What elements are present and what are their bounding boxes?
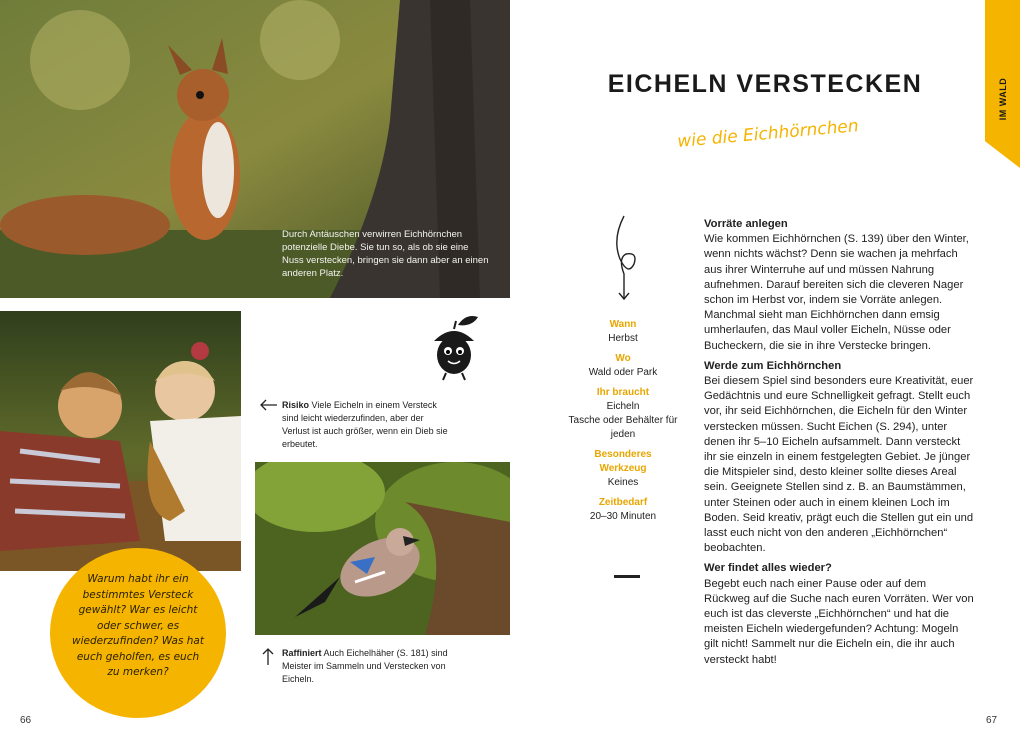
info-where-value: Wald oder Park <box>588 367 658 378</box>
section-text: Wie kommen Eichhörnchen (S. 139) über den Winter, wenn nichts wächst? Denn sie wachen ja mehrfach aus ihrer Winterruhe auf und müssen Nahrung aufnehmen. Darauf bereiten sich die cleveren Nager schon im Herbst vor, indem sie Vorräte anlegen. Manchmal sieht man Eichhörnchen dann emsig umherlaufen, das Maul voller Eicheln, Nüsse oder Bucheckern, die sie in ihre Verstecke bringen. <box>704 233 969 352</box>
jay-note-text: Auch Eichelhäher (S. 181) sind Meister im Sammeln und Verstecken von Eicheln. <box>282 648 448 684</box>
info-when-label: Wann <box>609 319 637 330</box>
children-photo <box>0 311 241 571</box>
page-number-right: 67 <box>986 715 998 726</box>
risk-note-text: Viele Eicheln in einem Versteck sind leicht wiederzufinden, aber der Verlust ist auch größer, wenn ein Dieb sie erbeutet. <box>282 400 448 449</box>
info-where-label: Wo <box>615 353 631 364</box>
section-heading: Vorräte anlegen <box>704 218 788 230</box>
jay-photo <box>255 462 510 635</box>
body-text <box>704 217 974 673</box>
info-time-label: Zeitbedarf <box>598 497 648 508</box>
squirrel-photo-caption: Durch Antäuschen verwirren Eichhörnchen potenzielle Diebe. Sie tun so, als ob sie eine Nuss verstecken, bringen sie dann aber an einen anderen Platz. <box>282 229 489 279</box>
question-bubble-text: Warum habt ihr ein bestimmtes Versteck gewählt? War es leicht oder schwer, es wiederzufinden? Was hat euch geholfen, es euch zu merken? <box>72 573 204 678</box>
info-divider <box>614 575 640 578</box>
page-subtitle: wie die Eichhörnchen <box>676 116 860 152</box>
arrow-left-icon <box>258 398 278 412</box>
squiggle-arrow-icon <box>610 214 642 304</box>
info-tools-label: Besonderes Werkzeug <box>594 449 652 474</box>
info-need-value: Eicheln Tasche oder Behälter für jeden <box>568 401 678 440</box>
section-heading: Werde zum Eichhörnchen <box>704 359 842 372</box>
info-need-label: Ihr braucht <box>596 387 650 398</box>
jay-note <box>282 647 452 686</box>
page-number-left: 66 <box>20 715 32 726</box>
info-tools-value: Keines <box>607 477 639 488</box>
section-tab-label: IM WALD <box>998 77 1008 121</box>
risk-note <box>282 399 452 451</box>
info-time-value: 20–30 Minuten <box>589 511 657 522</box>
section-text: Bei diesem Spiel sind besonders eure Kreativität, euer Gedächtnis und eure Schnelligkeit gefragt. Stellt euch vor, ihr seid Eichhörnchen, die Eicheln für den Winter verstecken müssen. Sucht Eichen (S. 294), unter denen ihr 5–10 Eicheln aufsammelt. Dann versteckt ihr sie einzeln in einem festgelegten Gebiet. Je jünger die Mitspieler sind, desto kleiner sollte dieses Areal sein. Geeignete Stellen sind z. B. an Baumstämmen, unter Steinen oder auch in einem kleinen Loch im Boden. Seid kreativ, prägt euch die Stellen gut ein und lasst euch nicht von den anderen „Eichhörnchen“ beobachten. <box>704 375 974 555</box>
info-column <box>563 318 683 524</box>
section-text: Begebt euch nach einer Pause oder auf dem Rückweg auf die Suche nach euren Vorräten. Wer von euch ist das cleverste „Eichhörnchen“ und hat die meisten Eicheln wiedergefunden? Achtung: Mogeln gilt nicht! Sammelt nur die Eicheln ein, die ihr auch versteckt habt! <box>704 577 974 666</box>
section-heading: Wer findet alles wieder? <box>704 562 832 575</box>
info-when-value: Herbst <box>608 333 638 344</box>
page-title: EICHELN VERSTECKEN <box>607 70 923 98</box>
arrow-up-icon <box>261 646 275 666</box>
risk-note-label: Risiko <box>282 400 310 410</box>
acorn-mascot-icon <box>428 311 480 381</box>
jay-note-label: Raffiniert <box>282 648 322 658</box>
